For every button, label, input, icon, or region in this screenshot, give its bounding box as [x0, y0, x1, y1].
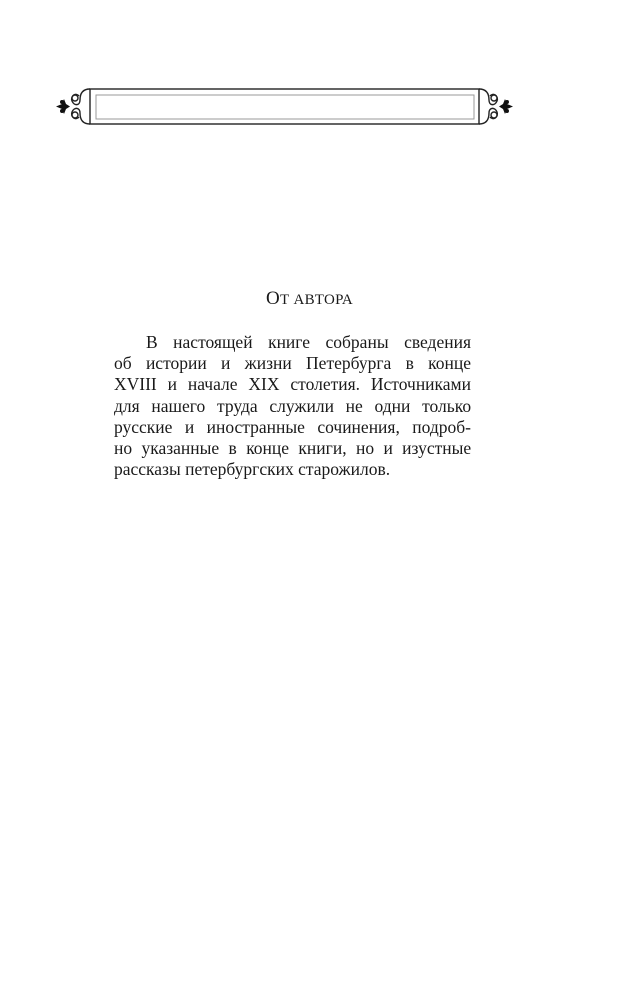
scroll-flourish-left-icon	[72, 89, 90, 124]
paragraph-line: для нашего труда служили не одни только	[114, 395, 472, 416]
paragraph-line: В настоящей книге собраны сведения	[146, 332, 471, 352]
fleur-de-lis-left-icon	[56, 99, 70, 114]
heading-initial: О	[265, 288, 280, 309]
preface-paragraph	[114, 332, 471, 480]
section-heading	[0, 288, 619, 310]
paragraph-line: русские и иностранные сочинения, подроб-	[114, 416, 471, 437]
fleur-de-lis-right-icon	[499, 99, 513, 114]
decorative-header-frame	[0, 70, 619, 140]
paragraph-line: но указанные в конце книги, но и изустные	[114, 438, 472, 459]
paragraph-line: рассказы петербургских старожилов.	[114, 459, 391, 480]
heading-rest: Т АВТОРА	[280, 292, 354, 308]
paragraph-line: об истории и жизни Петербурга в конце	[114, 353, 471, 374]
scroll-flourish-right-icon	[479, 89, 497, 124]
paragraph-line: XVIII и начале XIX столетия. Источниками	[114, 374, 471, 395]
